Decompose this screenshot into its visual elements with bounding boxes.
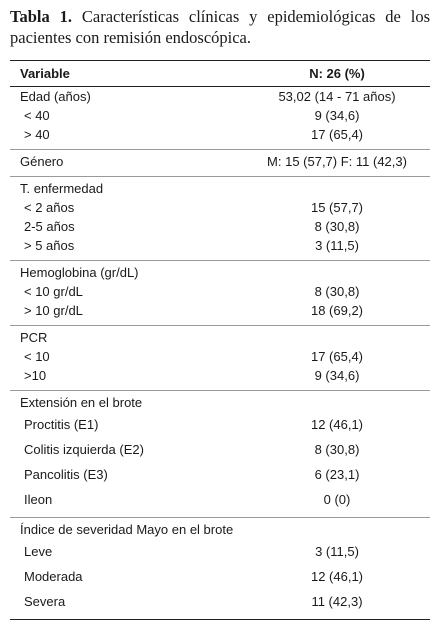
row-value: M: 15 (57,7) F: 11 (42,3) <box>267 154 407 169</box>
table-row-group <box>10 391 430 518</box>
table-row <box>10 367 430 386</box>
row-value: 3 (11,5) <box>315 238 359 253</box>
header-variable: Variable <box>20 66 70 81</box>
row-value: 12 (46,1) <box>310 569 364 584</box>
row-value: 15 (57,7) <box>310 200 364 215</box>
row-label: Género <box>20 154 64 169</box>
row-label: Ileon <box>24 492 53 507</box>
row-value: 8 (30,8) <box>314 284 360 299</box>
row-value: 17 (65,4) <box>310 127 364 142</box>
row-label: Edad (años) <box>20 89 91 104</box>
table-row <box>10 348 430 367</box>
table-row <box>10 540 430 565</box>
caption-label: Tabla 1. <box>10 7 73 26</box>
table-row <box>10 329 430 348</box>
row-label: Pancolitis (E3) <box>24 467 108 482</box>
header-n: N: 26 (%) <box>309 66 365 81</box>
row-value: 8 (30,8) <box>314 219 360 234</box>
table-row <box>10 302 430 321</box>
row-label: < 40 <box>24 108 50 123</box>
table-row <box>10 488 430 513</box>
table-header <box>10 60 430 87</box>
table-row-group <box>10 177 430 261</box>
row-value: 6 (23,1) <box>314 467 360 482</box>
row-label: > 5 años <box>24 238 75 253</box>
table-row <box>10 463 430 488</box>
row-label: PCR <box>20 330 48 345</box>
table-row-group <box>10 518 430 620</box>
table-body <box>10 85 430 620</box>
row-value: 11 (42,3) <box>311 594 363 609</box>
table-row <box>10 565 430 590</box>
row-label: < 10 <box>24 349 50 364</box>
row-label: Leve <box>24 544 53 559</box>
row-label: >10 <box>24 368 47 383</box>
table-row <box>10 590 430 615</box>
table-row <box>10 180 430 199</box>
row-value: 8 (30,8) <box>314 442 360 457</box>
clinical-characteristics-table <box>10 60 430 624</box>
table-row <box>10 283 430 302</box>
table-row <box>10 394 430 413</box>
table-row-group <box>10 261 430 326</box>
row-value: 53,02 (14 - 71 años) <box>278 89 396 104</box>
row-value: 17 (65,4) <box>310 349 364 364</box>
table-row-group <box>10 326 430 391</box>
table-caption <box>10 6 430 48</box>
table-row <box>10 107 430 126</box>
table-row <box>10 88 430 107</box>
row-label: < 2 años <box>24 200 75 215</box>
table-row <box>10 218 430 237</box>
row-label: > 40 <box>24 127 50 142</box>
row-value: 9 (34,6) <box>314 108 360 123</box>
row-label: Índice de severidad Mayo en el brote <box>20 522 234 537</box>
row-label: Proctitis (E1) <box>24 417 99 432</box>
table-row <box>10 264 430 283</box>
row-value: 0 (0) <box>323 492 351 507</box>
row-value: 3 (11,5) <box>315 544 359 559</box>
row-label: Severa <box>24 594 66 609</box>
table-row-group <box>10 85 430 150</box>
row-label: T. enfermedad <box>20 181 104 196</box>
row-label: Hemoglobina (gr/dL) <box>20 265 139 280</box>
row-label: Moderada <box>24 569 83 584</box>
table-row <box>10 521 430 540</box>
table-row-group <box>10 150 430 177</box>
table-row <box>10 237 430 256</box>
caption-text: Características clínicas y epidemiológicas de los pacientes con remisión endoscópica. <box>10 7 430 47</box>
row-value: 9 (34,6) <box>314 368 360 383</box>
table-row <box>10 199 430 218</box>
table-row <box>10 126 430 145</box>
table-row <box>10 153 430 172</box>
row-label: Extensión en el brote <box>20 395 143 410</box>
row-label: Colitis izquierda (E2) <box>24 442 144 457</box>
row-label: < 10 gr/dL <box>24 284 83 299</box>
row-label: 2-5 años <box>24 219 75 234</box>
table-row <box>10 438 430 463</box>
row-value: 18 (69,2) <box>310 303 364 318</box>
row-label: > 10 gr/dL <box>24 303 83 318</box>
table-row <box>10 413 430 438</box>
row-value: 12 (46,1) <box>310 417 364 432</box>
